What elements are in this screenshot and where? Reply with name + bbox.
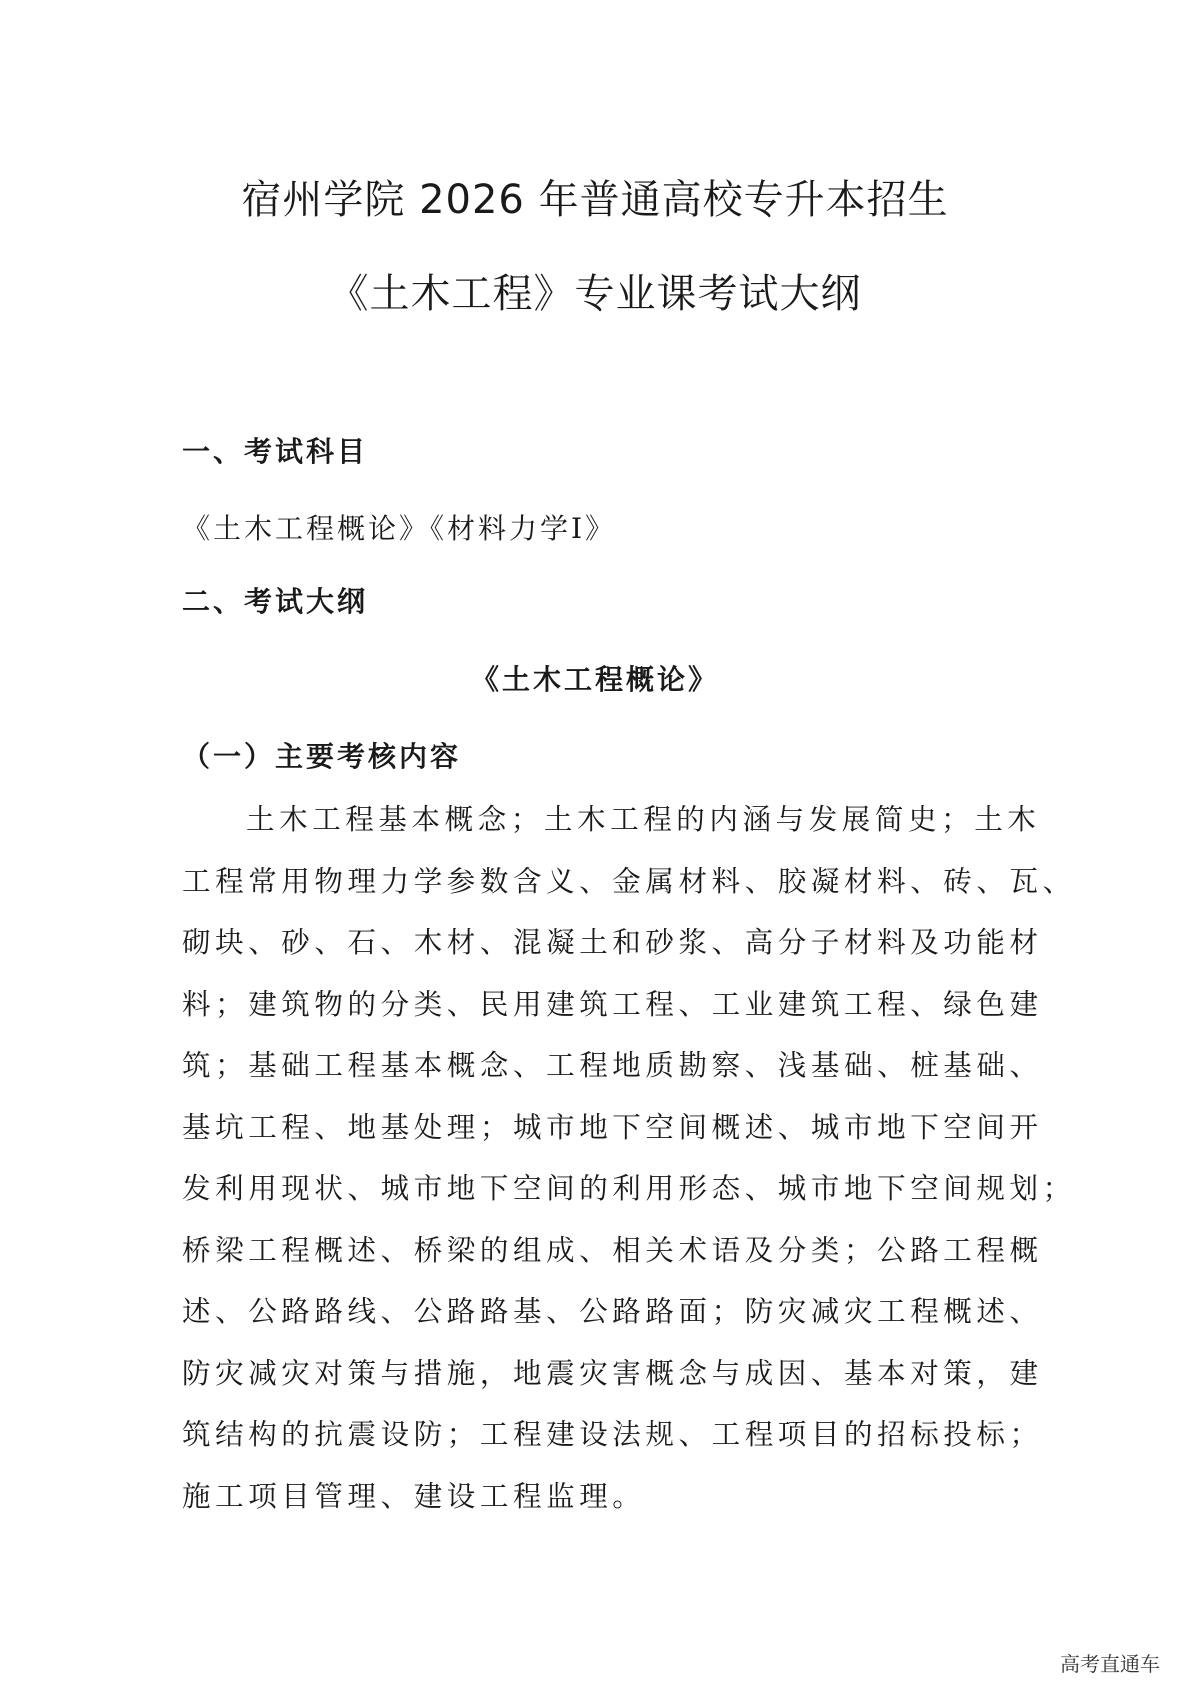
paragraph-line: 桥梁工程概述、桥梁的组成、相关术语及分类；公路工程概 bbox=[182, 1233, 1043, 1267]
paragraph-line: 施工项目管理、建设工程监理。 bbox=[182, 1479, 646, 1513]
exam-subjects-text: 《土木工程概论》《材料力学Ⅰ》 bbox=[182, 512, 617, 545]
paragraph-line: 基坑工程、地基处理；城市地下空间概述、城市地下空间开 bbox=[182, 1110, 1043, 1144]
paragraph-line: 防灾减灾对策与措施，地震灾害概念与成因、基本对策，建 bbox=[182, 1356, 1043, 1390]
subsection-heading-main-content: （一）主要考核内容 bbox=[182, 740, 462, 773]
paragraph-line: 土木工程基本概念；土木工程的内涵与发展简史；土木 bbox=[246, 803, 1041, 836]
section-heading-exam-outline: 二、考试大纲 bbox=[182, 585, 369, 618]
paragraph-line: 发利用现状、城市地下空间的利用形态、城市地下空间规划； bbox=[182, 1172, 1076, 1205]
paragraph-line: 述、公路路线、公路路基、公路路面；防灾减灾工程概述、 bbox=[182, 1295, 1043, 1328]
course-title: 《土木工程概论》 bbox=[470, 663, 719, 696]
watermark-text: 高考直通车 bbox=[1060, 1652, 1160, 1676]
paragraph-line: 工程常用物理力学参数含义、金属材料、胶凝材料、砖、瓦、 bbox=[182, 864, 1076, 898]
paragraph-line: 筑；基础工程基本概念、工程地质勘察、浅基础、桩基础、 bbox=[182, 1049, 1043, 1082]
main-content-paragraph bbox=[182, 800, 1076, 1538]
paragraph-line: 砌块、砂、石、木材、混凝土和砂浆、高分子材料及功能材 bbox=[182, 926, 1043, 959]
paragraph-line: 筑结构的抗震设防；工程建设法规、工程项目的招标投标； bbox=[182, 1418, 1043, 1451]
paragraph-line: 料；建筑物的分类、民用建筑工程、工业建筑工程、绿色建 bbox=[182, 987, 1043, 1021]
document-title-line-1: 宿州学院 2026 年普通高校专升本招生 bbox=[241, 177, 949, 223]
section-heading-exam-subjects: 一、考试科目 bbox=[182, 435, 369, 468]
document-title-line-2: 《土木工程》专业课考试大纲 bbox=[328, 271, 862, 317]
